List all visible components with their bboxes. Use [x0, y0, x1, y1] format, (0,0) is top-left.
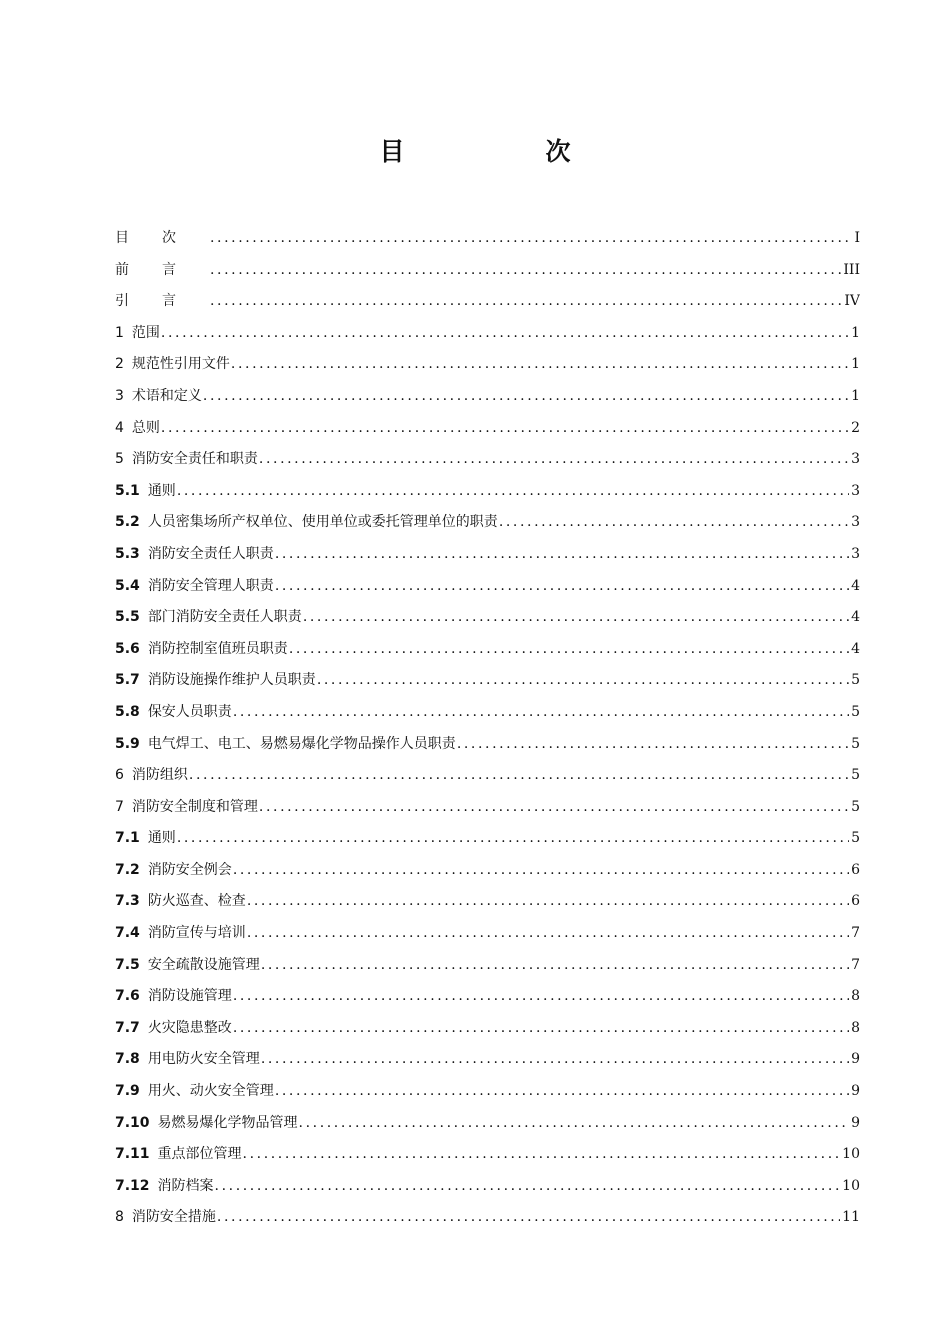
toc-entry-page-number: 9 [851, 1083, 860, 1100]
toc-dot-leader [275, 1076, 849, 1108]
toc-entry-page-number: 8 [851, 1019, 860, 1036]
toc-entry-page-number: 3 [851, 514, 860, 531]
toc-dot-leader [210, 223, 852, 255]
toc-entry-title: 消防安全责任人职责 [147, 545, 274, 562]
toc-dot-leader [161, 318, 849, 350]
toc-entry-number: 7.9 [115, 1083, 140, 1100]
toc-dot-leader [177, 823, 849, 855]
toc-dot-leader [231, 349, 849, 381]
toc-dot-leader [259, 792, 849, 824]
toc-entry-title: 重点部位管理 [157, 1146, 242, 1163]
toc-dot-leader [233, 1013, 849, 1045]
toc-entry-number: 5.5 [115, 609, 140, 626]
toc-entry-title: 目次 [115, 230, 209, 246]
toc-entry[interactable] [115, 318, 860, 350]
toc-entry-number: 5.9 [115, 735, 140, 752]
toc-entry-number: 2 [115, 356, 124, 373]
toc-dot-leader [317, 665, 849, 697]
toc-entry[interactable] [115, 444, 860, 476]
toc-entry-page-number: 1 [851, 356, 860, 373]
toc-dot-leader [275, 571, 849, 603]
toc-entry-page-number: 1 [851, 324, 860, 341]
toc-entry-number: 7 [115, 798, 124, 815]
toc-dot-leader [275, 539, 849, 571]
toc-entry-page-number: 4 [851, 640, 860, 657]
toc-entry-number: 5 [115, 451, 124, 468]
toc-entry[interactable] [115, 729, 860, 761]
toc-entry-title: 用电防火安全管理 [147, 1051, 260, 1068]
toc-entry-number: 7.3 [115, 893, 140, 910]
toc-entry[interactable] [115, 413, 860, 445]
toc-entry-number: 5.2 [115, 514, 140, 531]
toc-entry-page-number: 3 [851, 482, 860, 499]
toc-entry[interactable] [115, 792, 860, 824]
table-of-contents [115, 223, 860, 1234]
toc-entry-number: 6 [115, 767, 124, 784]
toc-dot-leader [457, 729, 849, 761]
toc-entry-page-number: I [854, 230, 860, 246]
toc-entry[interactable] [115, 1171, 860, 1203]
toc-entry[interactable] [115, 760, 860, 792]
toc-entry-title: 消防组织 [131, 767, 188, 784]
toc-dot-leader [215, 1171, 841, 1203]
toc-dot-leader [499, 507, 849, 539]
toc-entry-title: 消防设施操作维护人员职责 [147, 672, 316, 689]
toc-entry[interactable] [115, 539, 860, 571]
toc-entry-number: 7.12 [115, 1177, 150, 1194]
toc-entry-title: 用火、动火安全管理 [147, 1083, 274, 1100]
toc-entry[interactable] [115, 823, 860, 855]
toc-entry[interactable] [115, 918, 860, 950]
toc-entry-number: 5.7 [115, 672, 140, 689]
toc-entry-page-number: 8 [851, 988, 860, 1005]
toc-entry-title: 通则 [147, 482, 176, 499]
toc-entry-number: 7.2 [115, 861, 140, 878]
toc-entry[interactable] [115, 697, 860, 729]
toc-entry[interactable] [115, 223, 860, 255]
toc-entry-page-number: 5 [851, 767, 860, 784]
toc-entry-number: 5.6 [115, 640, 140, 657]
toc-entry-number: 7.5 [115, 956, 140, 973]
toc-entry[interactable] [115, 665, 860, 697]
toc-entry[interactable] [115, 349, 860, 381]
toc-entry-title: 部门消防安全责任人职责 [147, 609, 302, 626]
toc-entry-page-number: 4 [851, 577, 860, 594]
toc-entry-number: 7.7 [115, 1019, 140, 1036]
toc-entry[interactable] [115, 981, 860, 1013]
toc-dot-leader [299, 1108, 850, 1140]
toc-entry-number: 7.1 [115, 830, 140, 847]
toc-entry-title: 消防安全制度和管理 [131, 798, 258, 815]
toc-dot-leader [233, 697, 849, 729]
toc-entry[interactable] [115, 507, 860, 539]
toc-entry[interactable] [115, 1202, 860, 1234]
toc-entry-title: 安全疏散设施管理 [147, 956, 260, 973]
toc-entry-number: 8 [115, 1209, 124, 1226]
toc-entry-number: 5.4 [115, 577, 140, 594]
toc-entry-title: 消防档案 [157, 1177, 214, 1194]
toc-entry[interactable] [115, 381, 860, 413]
toc-entry-number: 4 [115, 419, 124, 436]
toc-entry-page-number: 4 [851, 609, 860, 626]
toc-entry-title: 易燃易爆化学物品管理 [157, 1114, 298, 1131]
toc-entry-page-number: 5 [851, 830, 860, 847]
toc-entry-title: 消防安全措施 [131, 1209, 216, 1226]
toc-entry-page-number: 5 [851, 703, 860, 720]
toc-entry-number: 7.10 [115, 1114, 150, 1131]
toc-entry[interactable] [115, 950, 860, 982]
toc-entry[interactable] [115, 1013, 860, 1045]
toc-entry-title: 火灾隐患整改 [147, 1019, 232, 1036]
toc-entry-page-number: 7 [851, 956, 860, 973]
toc-entry-title: 消防安全例会 [147, 861, 232, 878]
toc-entry[interactable] [115, 855, 860, 887]
toc-entry[interactable] [115, 571, 860, 603]
toc-entry-page-number: 5 [851, 798, 860, 815]
toc-entry-title: 消防安全管理人职责 [147, 577, 274, 594]
toc-dot-leader [210, 286, 842, 318]
toc-entry-title: 消防安全责任和职责 [131, 451, 258, 468]
toc-entry-page-number: 2 [851, 419, 860, 436]
toc-entry[interactable] [115, 476, 860, 508]
toc-entry[interactable] [115, 634, 860, 666]
toc-entry[interactable] [115, 286, 860, 318]
page-title: 目 次 [379, 137, 629, 166]
toc-entry-page-number: 10 [842, 1177, 860, 1194]
toc-dot-leader [247, 918, 849, 950]
toc-entry-page-number: 7 [851, 925, 860, 942]
toc-entry-page-number: 6 [851, 861, 860, 878]
toc-entry[interactable] [115, 1044, 860, 1076]
toc-dot-leader [289, 634, 849, 666]
toc-dot-leader [233, 981, 849, 1013]
toc-entry-number: 7.6 [115, 988, 140, 1005]
toc-entry-page-number: 3 [851, 545, 860, 562]
toc-entry[interactable] [115, 602, 860, 634]
toc-entry-number: 7.11 [115, 1146, 150, 1163]
toc-entry-page-number: 11 [842, 1209, 860, 1226]
toc-entry-page-number: 5 [851, 672, 860, 689]
toc-dot-leader [261, 1044, 849, 1076]
toc-entry-title: 防火巡查、检查 [147, 893, 246, 910]
toc-entry[interactable] [115, 886, 860, 918]
toc-dot-leader [210, 255, 841, 287]
toc-entry-title: 通则 [147, 830, 176, 847]
toc-dot-leader [161, 413, 849, 445]
toc-dot-leader [247, 886, 849, 918]
toc-entry-title: 人员密集场所产权单位、使用单位或委托管理单位的职责 [147, 514, 498, 531]
toc-dot-leader [303, 602, 849, 634]
toc-entry[interactable] [115, 255, 860, 287]
toc-dot-leader [261, 950, 849, 982]
toc-entry-title: 规范性引用文件 [131, 356, 230, 373]
toc-entry-title: 电气焊工、电工、易燃易爆化学物品操作人员职责 [147, 735, 456, 752]
toc-entry-title: 范围 [131, 324, 160, 341]
toc-entry-page-number: 6 [851, 893, 860, 910]
toc-entry-number: 1 [115, 324, 124, 341]
toc-entry[interactable] [115, 1108, 860, 1140]
toc-entry-page-number: 1 [851, 387, 860, 404]
toc-entry-number: 7.4 [115, 925, 140, 942]
toc-dot-leader [177, 476, 849, 508]
toc-entry-number: 5.1 [115, 482, 140, 499]
toc-entry-number: 5.3 [115, 545, 140, 562]
toc-entry-page-number: 9 [851, 1051, 860, 1068]
toc-entry[interactable] [115, 1139, 860, 1171]
toc-entry-title: 消防控制室值班员职责 [147, 640, 288, 657]
toc-dot-leader [233, 855, 849, 887]
toc-dot-leader [243, 1139, 841, 1171]
toc-entry-number: 3 [115, 387, 124, 404]
toc-dot-leader [203, 381, 849, 413]
toc-entry-page-number: 9 [851, 1114, 860, 1131]
toc-entry[interactable] [115, 1076, 860, 1108]
toc-entry-title: 引言 [115, 293, 209, 310]
toc-dot-leader [189, 760, 849, 792]
toc-entry-page-number: 10 [842, 1146, 860, 1163]
toc-entry-number: 7.8 [115, 1051, 140, 1068]
toc-entry-page-number: III [843, 261, 860, 278]
toc-entry-title: 消防宣传与培训 [147, 925, 246, 942]
toc-entry-page-number: 5 [851, 735, 860, 752]
toc-entry-title: 消防设施管理 [147, 988, 232, 1005]
toc-dot-leader [217, 1202, 840, 1234]
toc-entry-number: 5.8 [115, 703, 140, 720]
toc-entry-page-number: IV [844, 293, 860, 310]
toc-entry-title: 前言 [115, 261, 209, 278]
toc-entry-page-number: 3 [851, 451, 860, 468]
toc-entry-title: 保安人员职责 [147, 703, 232, 720]
toc-dot-leader [259, 444, 849, 476]
toc-entry-title: 术语和定义 [131, 387, 202, 404]
toc-entry-title: 总则 [131, 419, 160, 436]
